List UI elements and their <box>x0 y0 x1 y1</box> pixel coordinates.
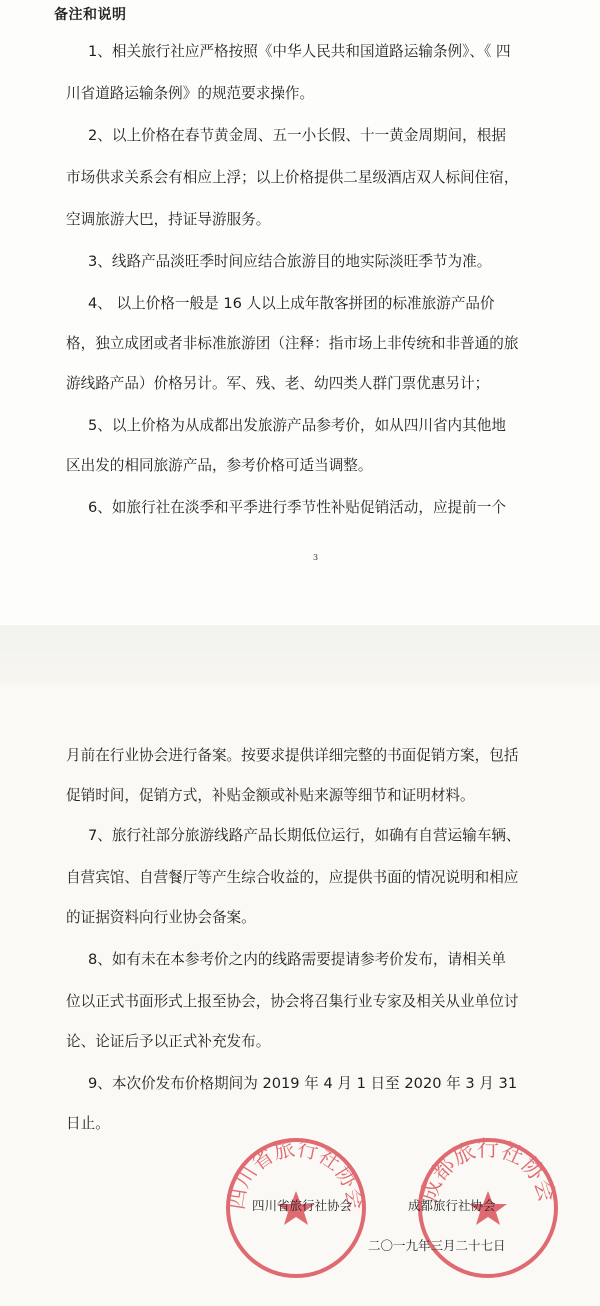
text-line: 市场供求关系会有相应上浮；以上价格提供二星级酒店双人标间住宿， <box>66 169 519 186</box>
text-line: 区出发的相同旅游产品，参考价格可适当调整。 <box>66 457 373 474</box>
text-line: 1、相关旅行社应严格按照《中华人民共和国道路运输条例》、《 四 <box>88 43 511 60</box>
page-gap <box>0 625 600 685</box>
text-line: 自营宾馆、自营餐厅等产生综合收益的，应提供书面的情况说明和相应 <box>66 869 519 886</box>
signature-org-chengdu: 成都旅行社协会 <box>408 1198 496 1213</box>
text-line: 6、如旅行社在淡季和平季进行季节性补贴促销活动，应提前一个 <box>88 499 506 516</box>
seal-lettering: 四川省旅行社协会 <box>224 1136 368 1212</box>
text-line: 9、本次价发布价格期间为 2019 年 4 月 1 日至 2020 年 3 月 31 <box>88 1075 518 1092</box>
text-line: 空调旅游大巴，持证导游服务。 <box>66 211 271 228</box>
page-number: 3 <box>313 553 319 562</box>
text-line: 游线路产品）价格另计。军、残、老、幼四类人群门票优惠另计； <box>66 375 490 392</box>
text-line: 7、旅行社部分旅游线路产品长期低位运行，如确有自营运输车辆、 <box>88 827 521 844</box>
signature-date: 二〇一九年三月二十七日 <box>368 1238 506 1253</box>
text-line: 的证据资料向行业协会备案。 <box>66 909 256 926</box>
text-line: 5、以上价格为从成都出发旅游产品参考价，如从四川省内其他地 <box>88 417 506 434</box>
text-line: 论、论证后予以正式补充发布。 <box>66 1033 271 1050</box>
text-line: 日止。 <box>66 1115 110 1132</box>
text-line: 3、线路产品淡旺季时间应结合旅游目的地实际淡旺季节为准。 <box>88 253 492 270</box>
text-line: 格，独立成团或者非标准旅游团（注释：指市场上非传统和非普通的旅 <box>66 335 519 352</box>
text-line: 促销时间，促销方式，补贴金额或补贴来源等细节和证明材料。 <box>66 787 475 804</box>
seal-lettering: 成都旅行社协会 <box>416 1137 560 1206</box>
text-line: 4、 以上价格一般是 16 人以上成年散客拼团的标准旅游产品价 <box>88 295 495 312</box>
text-line: 川省道路运输条例》的规范要求操作。 <box>66 85 315 102</box>
text-line: 月前在行业协会进行备案。按要求提供详细完整的书面促销方案，包括 <box>66 747 519 764</box>
notes-heading: 备注和说明 <box>54 7 127 23</box>
signature-org-sichuan: 四川省旅行社协会 <box>252 1198 353 1213</box>
text-line: 位以正式书面形式上报至协会，协会将召集行业专家及相关从业单位讨 <box>66 993 519 1010</box>
text-line: 8、如有未在本参考价之内的线路需要提请参考价发布，请相关单 <box>88 951 506 968</box>
text-line: 2、以上价格在春节黄金周、五一小长假、十一黄金周期间，根据 <box>88 127 506 144</box>
